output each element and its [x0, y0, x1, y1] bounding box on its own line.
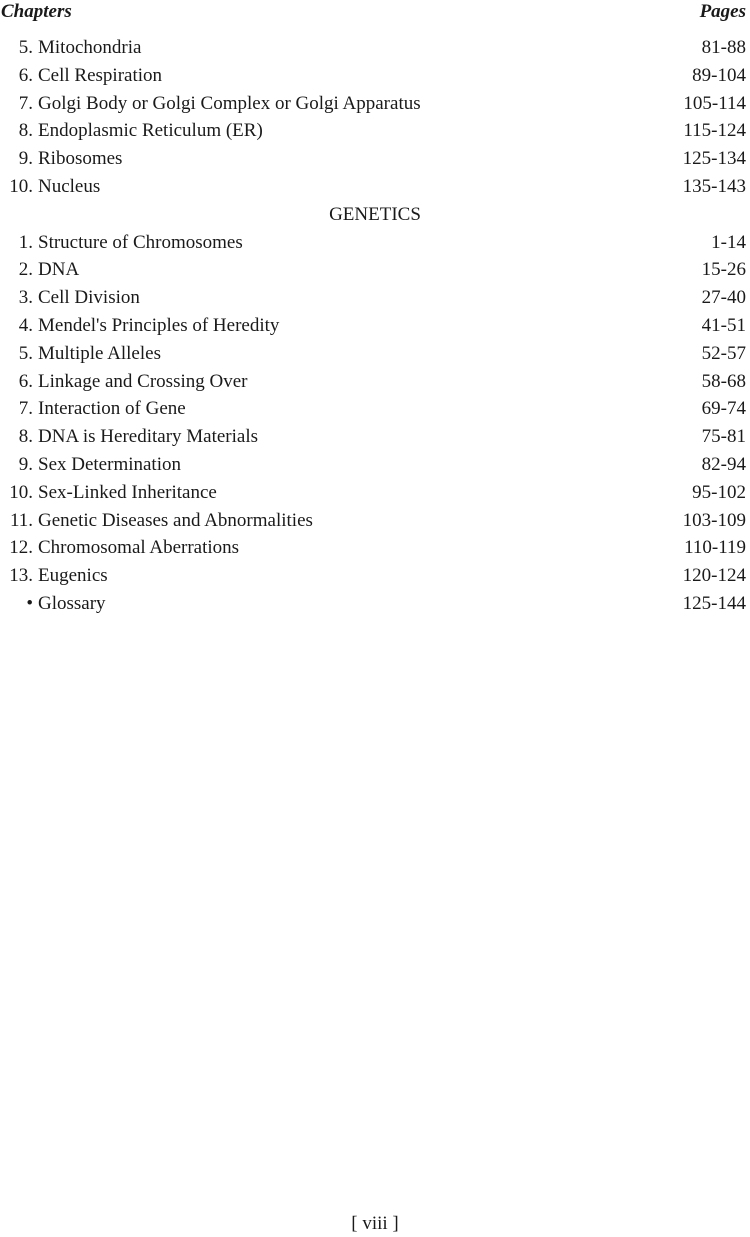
chapter-title: Cell Respiration	[38, 64, 163, 86]
page-range: 58-68	[701, 370, 746, 392]
page-range: 103-109	[682, 509, 746, 531]
chapter-title: Endoplasmic Reticulum (ER)	[38, 120, 263, 142]
chapter-title: Genetic Diseases and Abnormalities	[38, 509, 313, 531]
chapter-number: 12.	[9, 537, 33, 559]
bullet-marker: •	[26, 592, 33, 614]
page-range: 1-14	[711, 231, 746, 253]
chapter-title: DNA	[38, 259, 80, 281]
toc-row	[0, 145, 750, 173]
chapter-title: Golgi Body or Golgi Complex or Golgi Apparatus	[38, 92, 421, 114]
toc-header	[0, 0, 750, 26]
chapter-number: 8.	[18, 120, 33, 142]
page-range: 105-114	[683, 92, 746, 114]
chapter-number: 5.	[18, 37, 33, 58]
page-number: [ viii ]	[351, 1213, 399, 1234]
page-range: 89-104	[692, 64, 746, 86]
page-range: 110-119	[684, 537, 746, 559]
section-heading-genetics: GENETICS	[329, 203, 421, 225]
chapter-number: 5.	[18, 342, 33, 364]
page-range: 135-143	[682, 175, 746, 197]
page-range: 41-51	[701, 314, 746, 336]
chapter-number: 13.	[9, 565, 33, 587]
toc-row	[0, 90, 750, 118]
chapter-number: 4.	[18, 314, 33, 336]
chapter-number: 6.	[18, 370, 33, 392]
chapter-title: Chromosomal Aberrations	[38, 537, 240, 559]
chapter-title: Linkage and Crossing Over	[38, 370, 248, 392]
chapter-number: 7.	[18, 92, 33, 114]
toc-row	[0, 117, 750, 145]
table-of-contents	[0, 34, 750, 618]
toc-row	[0, 423, 750, 451]
chapter-number: 8.	[18, 426, 33, 448]
page-range: 120-124	[682, 565, 746, 587]
chapter-title: Nucleus	[38, 175, 101, 197]
page-range: 125-134	[682, 148, 746, 170]
pages-heading: Pages	[699, 1, 746, 22]
toc-row	[0, 562, 750, 590]
chapter-number: 1.	[18, 231, 33, 253]
page-range: 75-81	[701, 426, 746, 448]
chapter-number: 6.	[18, 64, 33, 86]
toc-row	[0, 62, 750, 90]
toc-row	[0, 229, 750, 257]
toc-row	[0, 173, 750, 201]
toc-row	[0, 34, 750, 62]
page-range: 52-57	[701, 342, 746, 364]
chapter-title: Sex-Linked Inheritance	[38, 481, 217, 503]
toc-row	[0, 256, 750, 284]
chapter-title: Multiple Alleles	[38, 342, 161, 364]
chapter-title: Sex Determination	[38, 453, 181, 475]
chapter-title: Mendel's Principles of Heredity	[38, 314, 280, 336]
chapter-title: Eugenics	[38, 565, 108, 587]
chapter-title: Cell Division	[38, 287, 140, 309]
page-range: 115-124	[683, 120, 746, 142]
chapter-number: 11.	[9, 509, 33, 531]
page-range: 15-26	[701, 259, 746, 281]
toc-row	[0, 395, 750, 423]
toc-row	[0, 368, 750, 396]
page-range: 27-40	[701, 287, 746, 309]
page-range: 125-144	[682, 592, 746, 614]
chapter-title: Glossary	[38, 592, 106, 614]
page-range: 69-74	[701, 398, 746, 420]
chapter-number: 9.	[18, 453, 33, 475]
toc-row	[0, 590, 750, 618]
toc-row	[0, 284, 750, 312]
toc-row	[0, 479, 750, 507]
toc-row	[0, 507, 750, 535]
page-range: 81-88	[701, 37, 746, 58]
chapter-number: 9.	[18, 148, 33, 170]
chapters-heading: Chapters	[1, 1, 72, 22]
chapter-title: Interaction of Gene	[38, 398, 186, 420]
chapter-number: 10.	[9, 175, 33, 197]
toc-row	[0, 340, 750, 368]
chapter-number: 3.	[18, 287, 33, 309]
chapter-title: Ribosomes	[38, 148, 123, 170]
page-range: 82-94	[701, 453, 746, 475]
toc-row	[0, 451, 750, 479]
chapter-title: Structure of Chromosomes	[38, 231, 243, 253]
chapter-title: DNA is Hereditary Materials	[38, 426, 259, 448]
page-range: 95-102	[692, 481, 746, 503]
chapter-title: Mitochondria	[38, 37, 142, 58]
chapter-number: 7.	[18, 398, 33, 420]
chapter-number: 10.	[9, 481, 33, 503]
toc-row	[0, 312, 750, 340]
chapter-number: 2.	[18, 259, 33, 281]
toc-row	[0, 534, 750, 562]
